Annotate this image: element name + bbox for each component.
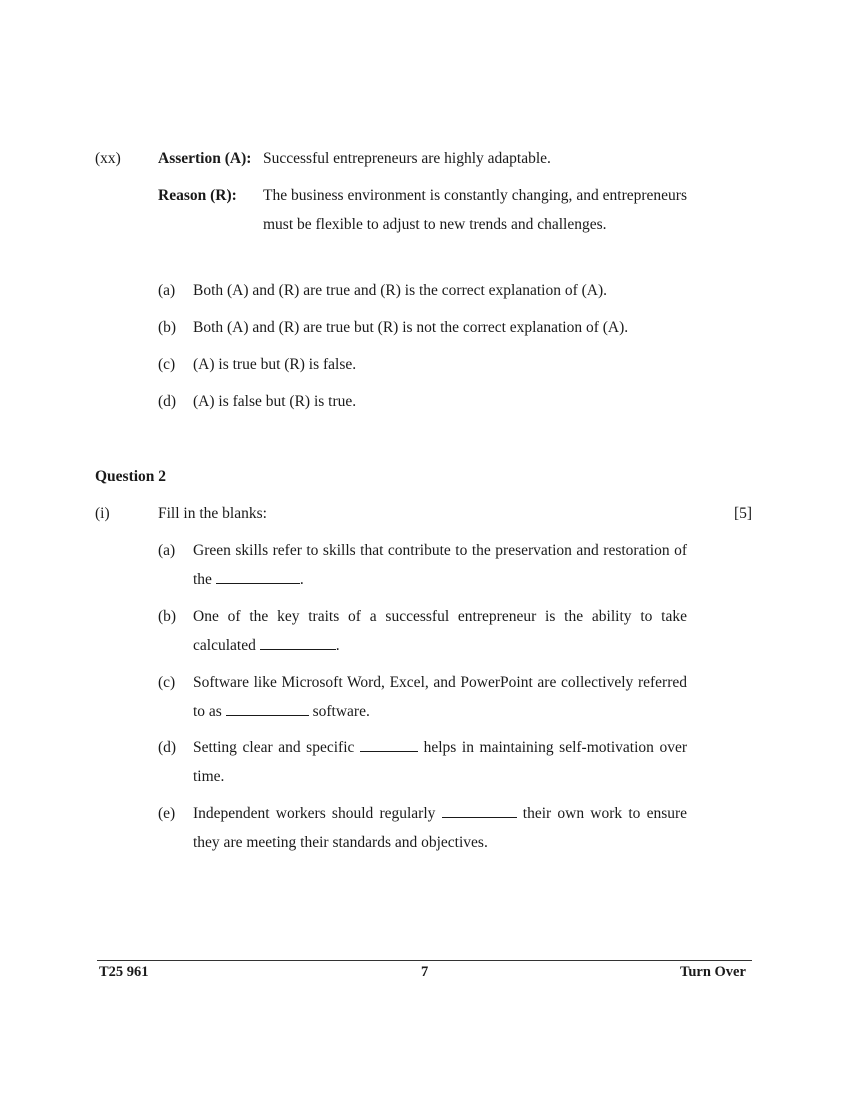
item-text-after: . — [299, 571, 304, 588]
fill-blank-item — [193, 668, 687, 726]
item-text-before: Independent workers should regularly — [193, 805, 436, 822]
footer-divider — [97, 960, 752, 961]
assertion-label: Assertion (A): — [158, 150, 252, 167]
fill-blank-item — [193, 799, 687, 857]
reason-text: The business environment is constantly changing, and entrepreneurs must be flexible to adjust to new trends and challenges. — [263, 187, 687, 233]
fill-blank-item — [193, 602, 687, 660]
item-text-after: software. — [312, 703, 370, 720]
option-text: Both (A) and (R) are true but (R) is not the correct explanation of (A). — [193, 319, 629, 336]
turn-over-label: Turn Over — [680, 964, 746, 980]
item-label: (a) — [158, 542, 176, 559]
answer-blank — [226, 701, 309, 716]
item-label: (e) — [158, 805, 176, 822]
reason-label: Reason (R): — [158, 187, 237, 204]
item-text-after: their own work to ensure they are meeting their standards and objectives. — [193, 805, 688, 851]
part-number: (i) — [95, 505, 110, 522]
option-text: (A) is false but (R) is true. — [193, 393, 357, 410]
option-text: (A) is true but (R) is false. — [193, 356, 357, 373]
item-label: (d) — [158, 739, 177, 756]
question-number: (xx) — [95, 150, 121, 167]
question-heading: Question 2 — [95, 468, 167, 485]
option-label: (a) — [158, 282, 176, 299]
instruction-text: Fill in the blanks: — [158, 505, 267, 522]
fill-blank-item — [193, 733, 687, 791]
answer-blank — [360, 737, 418, 752]
answer-blank — [260, 635, 336, 650]
item-text-before: Software like Microsoft Word, Excel, and PowerPoint are collectively referred to as — [193, 674, 687, 720]
fill-blank-item — [193, 536, 687, 594]
item-text-after: helps in maintaining self-motivation over time. — [193, 739, 688, 785]
item-text-after: . — [335, 637, 340, 654]
option-text: Both (A) and (R) are true and (R) is the correct explanation of (A). — [193, 282, 608, 299]
option-label: (b) — [158, 319, 177, 336]
marks: [5] — [734, 505, 753, 522]
option-label: (c) — [158, 356, 176, 373]
answer-blank — [442, 803, 517, 818]
item-text-before: Green skills refer to skills that contribute to the preservation and restoration of the — [193, 542, 687, 588]
assertion-text: Successful entrepreneurs are highly adaptable. — [263, 150, 551, 167]
option-label: (d) — [158, 393, 177, 410]
answer-blank — [216, 569, 300, 584]
item-label: (b) — [158, 608, 177, 625]
item-text-before: Setting clear and specific — [193, 739, 355, 756]
item-label: (c) — [158, 674, 176, 691]
page-number: 7 — [421, 964, 429, 980]
paper-code: T25 961 — [99, 964, 149, 980]
item-text-before: One of the key traits of a successful entrepreneur is the ability to take calculated — [193, 608, 687, 654]
